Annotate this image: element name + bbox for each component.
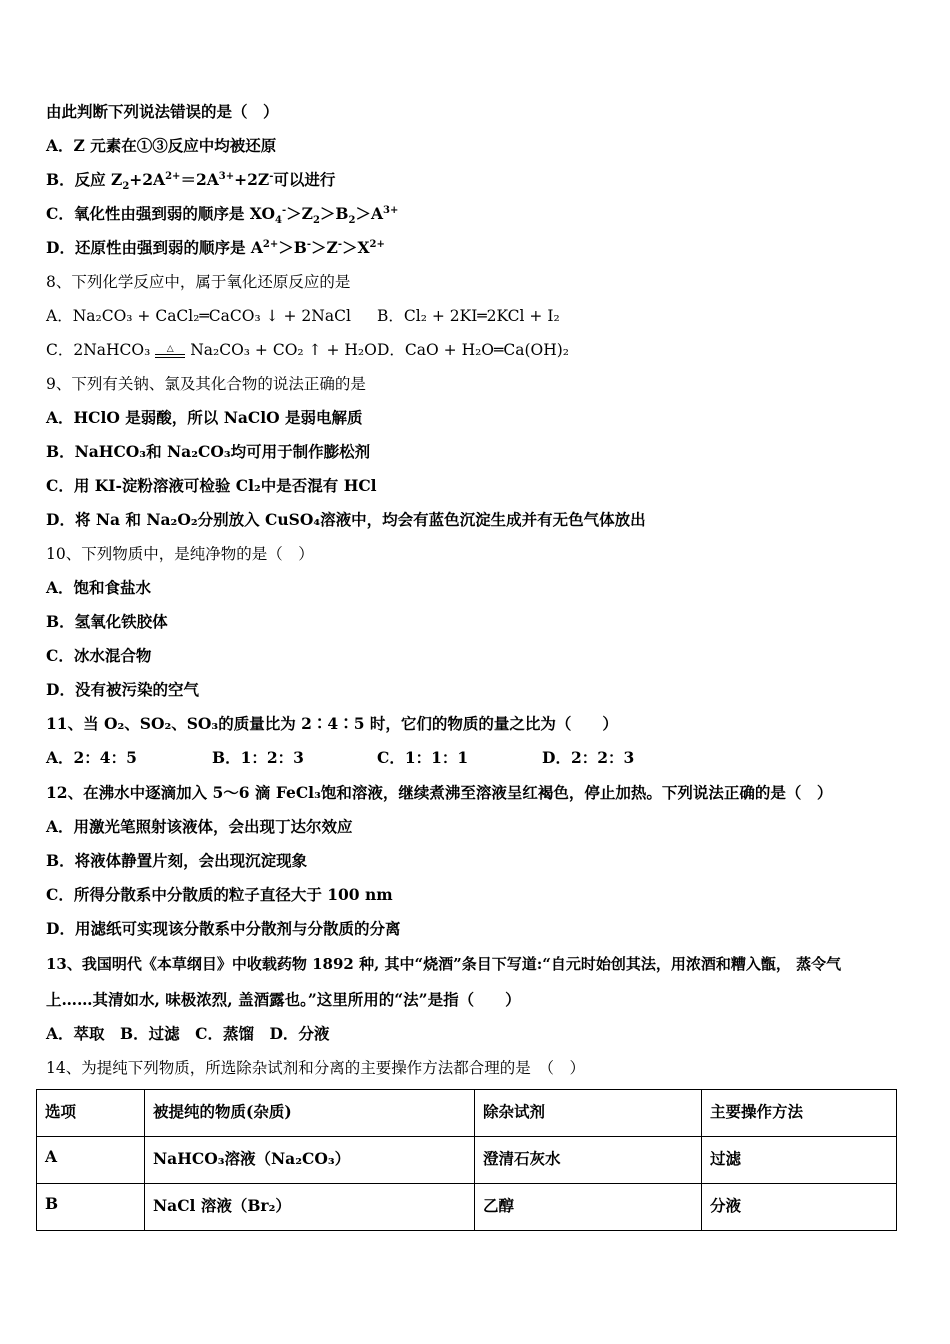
- q10-option-d: D．没有被污染的空气: [46, 680, 199, 699]
- q12-option-d: D．用滤纸可实现该分散系中分散剂与分散质的分离: [46, 919, 401, 938]
- q7-option-c: C．氧化性由强到弱的顺序是 $XO_4^->Z_2>B_2>A^{3+}$: [46, 204, 399, 227]
- table-cell: B: [37, 1184, 145, 1231]
- purification-table: [36, 1089, 897, 1231]
- q10-stem: 10、下列物质中，是纯净物的是（ ）: [46, 545, 314, 563]
- table-row: [37, 1137, 897, 1184]
- q12-option-c: C．所得分散系中分散质的粒子直径大于 100 nm: [46, 885, 393, 904]
- q11-option-c: C．1：1：1: [377, 748, 469, 767]
- q13-text-line2: 上……其清如水, 味极浓烈, 盖酒露也。”这里所用的“法”是指（ ）: [46, 990, 521, 1009]
- q11-option-d: D．2：2：3: [542, 748, 635, 767]
- q12-option-b: B．将液体静置片刻，会出现沉淀现象: [46, 851, 308, 870]
- heating-condition: △: [155, 345, 185, 358]
- q11-option-a: A．2：4：5: [46, 748, 137, 767]
- q7-option-b: B．反应 $Z_2+2A^{2+}=2A^{3+}+2Z^-$可以进行: [46, 170, 336, 193]
- q10-option-a: A．饱和食盐水: [46, 578, 152, 597]
- table-row: [37, 1184, 897, 1231]
- q8-option-a: A．Na₂CO₃ + CaCl₂═CaCO₃ ↓ + 2NaCl: [46, 307, 351, 325]
- table-header-cell: 选项: [37, 1090, 145, 1137]
- q14-stem: 14、为提纯下列物质，所选除杂试剂和分离的主要操作方法都合理的是 （ ）: [46, 1059, 585, 1077]
- q11-stem: 11、当 O₂、SO₂、SO₃的质量比为 2∶4∶5 时，它们的物质的量之比为（ ）: [46, 714, 618, 733]
- table-header-cell: 被提纯的物质(杂质): [145, 1090, 475, 1137]
- q8-stem: 8、下列化学反应中，属于氧化还原反应的是: [46, 273, 351, 291]
- q9-option-d: D．将 Na 和 Na₂O₂分别放入 CuSO₄溶液中，均会有蓝色沉淀生成并有无色气体放出: [46, 510, 646, 529]
- table-cell: NaHCO₃溶液（Na₂CO₃）: [145, 1137, 475, 1184]
- q9-option-b: B．NaHCO₃和 Na₂CO₃均可用于制作膨松剂: [46, 442, 371, 461]
- q12-stem: 12、在沸水中逐滴加入 5～6 滴 FeCl₃饱和溶液，继续煮沸至溶液呈红褐色，停止加热。下列说法正确的是（ ）: [46, 783, 833, 802]
- q13-text-line1: 13、我国明代《本草纲目》中收载药物 1892 种, 其中“烧酒”条目下写道:“自元时始创其法，用浓酒和糟入甑， 蒸令气: [46, 955, 842, 973]
- q11-option-b: B．1：2：3: [212, 748, 304, 767]
- q10-option-c: C．冰水混合物: [46, 646, 152, 665]
- table-cell: 过滤: [702, 1137, 897, 1184]
- q9-option-c: C．用 KI-淀粉溶液可检验 Cl₂中是否混有 HCl: [46, 476, 377, 495]
- q8-option-c: C．2NaHCO₃ △ Na₂CO₃ + CO₂ ↑ + H₂O: [46, 341, 377, 359]
- q9-stem: 9、下列有关钠、氯及其化合物的说法正确的是: [46, 375, 366, 393]
- q10-option-b: B．氢氧化铁胶体: [46, 612, 168, 631]
- table-cell: 澄清石灰水: [475, 1137, 702, 1184]
- table-header-row: [37, 1090, 897, 1137]
- q12-option-a: A．用激光笔照射该液体，会出现丁达尔效应: [46, 817, 353, 836]
- q13-options: A．萃取 B．过滤 C．蒸馏 D．分液: [46, 1024, 330, 1043]
- q9-option-a: A．HClO 是弱酸，所以 NaClO 是弱电解质: [46, 408, 363, 427]
- table-header-cell: 除杂试剂: [475, 1090, 702, 1137]
- table-cell: A: [37, 1137, 145, 1184]
- q7-stem: 由此判断下列说法错误的是（ ）: [46, 102, 279, 121]
- q8-option-b: B．Cl₂ + 2KI═2KCl + I₂: [377, 307, 560, 325]
- table-cell: 乙醇: [475, 1184, 702, 1231]
- table-cell: 分液: [702, 1184, 897, 1231]
- q7-option-a: A．Z 元素在①③反应中均被还原: [46, 136, 277, 155]
- q8-option-d: D．CaO + H₂O═Ca(OH)₂: [377, 341, 569, 359]
- table-header-cell: 主要操作方法: [702, 1090, 897, 1137]
- table-cell: NaCl 溶液（Br₂）: [145, 1184, 475, 1231]
- q7-option-d: D．还原性由强到弱的顺序是 $A^{2+}>B^->Z^->X^{2+}$: [46, 238, 385, 257]
